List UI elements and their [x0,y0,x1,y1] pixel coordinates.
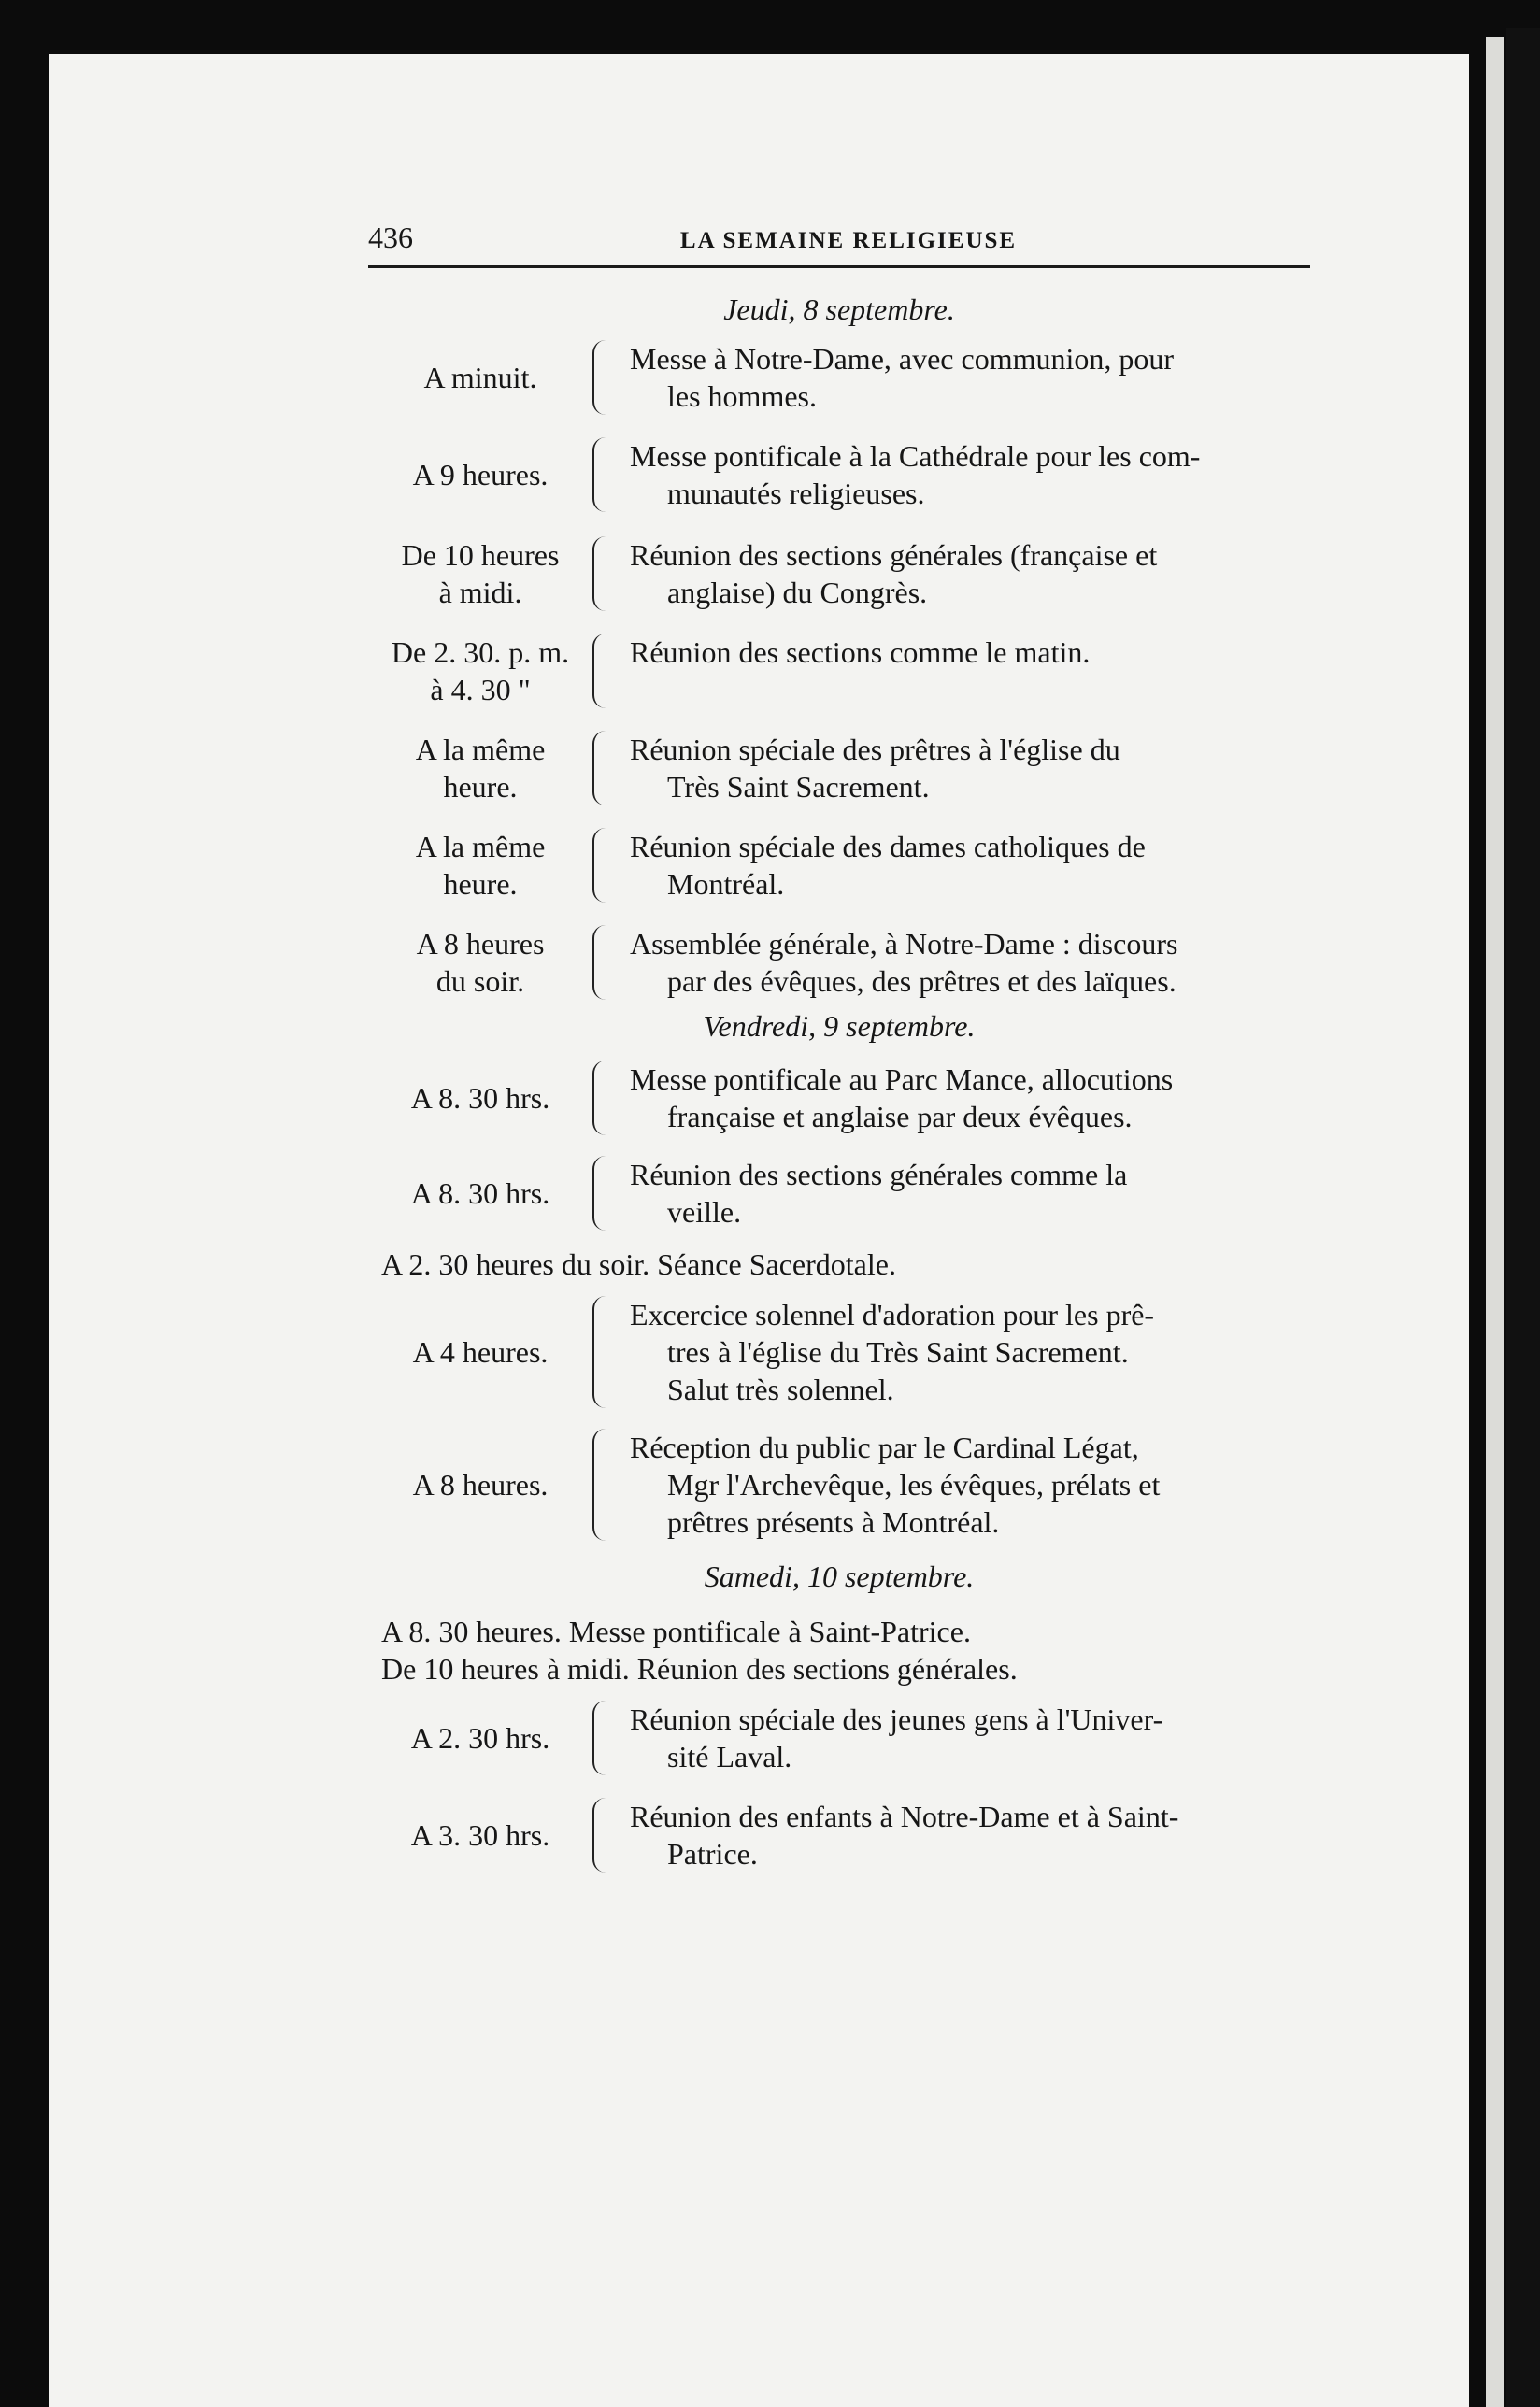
entry-time: A minuit. [423,361,537,394]
schedule-entry [368,437,1310,512]
schedule-entry [368,731,1310,805]
schedule-entry [368,925,1310,1000]
entry-time: A la même heure. [415,830,546,901]
entry-description: Réception du public par le Cardinal Légat, Mgr l'Archevêque, les évêques, prélats et prêtres présents à Montréal. [630,1431,1161,1539]
entry-time: A 8 heures du soir. [416,927,545,998]
entry-description: Réunion spéciale des prêtres à l'église du Très Saint Sacrement. [630,733,1120,804]
entry-time: A 3. 30 hrs. [410,1818,550,1852]
page-content [368,221,1310,1873]
schedule-entry [368,1798,1310,1873]
brace [592,731,619,805]
entry-description: Réunion des sections générales (française et anglaise) du Congrès. [630,538,1158,609]
schedule-entry [368,536,1310,611]
entry-description: Réunion spéciale des dames catholiques de Montréal. [630,830,1146,901]
page-header [368,221,1310,268]
brace [592,634,619,708]
brace [592,437,619,512]
entry-description: Réunion des sections générales comme la veille. [630,1158,1128,1229]
day-heading: Samedi, 10 septembre. [704,1560,975,1593]
entry-time: De 10 heures à midi. [401,538,560,609]
entry-time: A la même heure. [415,733,546,804]
schedule-entry [368,1701,1310,1775]
scan-border [1506,28,1540,2407]
schedule-entry [368,1061,1310,1135]
entry-time: A 8. 30 hrs. [410,1081,550,1115]
entry-description: Messe pontificale au Parc Mance, allocutions française et anglaise par deux évêques. [630,1062,1174,1133]
entry-description: Réunion spéciale des jeunes gens à l'Univer- sité Laval. [630,1702,1163,1773]
entry-description: Réunion des sections comme le matin. [630,635,1091,669]
brace [592,1061,619,1135]
entry-description: Excercice solennel d'adoration pour les prê- tres à l'église du Très Saint Sacrement. Salut très solennel. [630,1298,1155,1406]
entry-description: Messe à Notre-Dame, avec communion, pour les hommes. [630,342,1175,413]
schedule-entry [368,340,1310,415]
brace [592,1296,619,1408]
schedule-line: A 2. 30 heures du soir. Séance Sacerdotale. [381,1247,896,1281]
entry-time: A 8. 30 hrs. [410,1176,550,1210]
page-number: 436 [368,221,413,254]
entry-time: A 8 heures. [412,1468,549,1502]
entry-time: De 2. 30. p. m. à 4. 30 " [391,635,570,706]
brace [592,1798,619,1873]
brace [592,340,619,415]
schedule-entry [368,828,1310,903]
schedule-line: De 10 heures à midi. Réunion des sections générales. [381,1652,1018,1686]
entry-description: Assemblée générale, à Notre-Dame : discours par des évêques, des prêtres et des laïques. [630,927,1178,998]
day-heading: Vendredi, 9 septembre. [703,1009,976,1043]
entry-time: A 9 heures. [412,458,549,491]
running-title: LA SEMAINE RELIGIEUSE [679,228,1018,253]
entry-description: Réunion des enfants à Notre-Dame et à Saint- Patrice. [630,1800,1179,1871]
day-heading: Jeudi, 8 septembre. [723,292,955,326]
brace [592,925,619,1000]
schedule-entry [368,1296,1310,1408]
schedule-entry [368,1429,1310,1541]
brace [592,1429,619,1541]
brace [592,828,619,903]
entry-time: A 4 heures. [412,1335,549,1369]
schedule-entry [368,634,1310,708]
brace [592,536,619,611]
schedule-line: A 8. 30 heures. Messe pontificale à Saint-Patrice. [381,1615,971,1648]
schedule-entry [368,1156,1310,1231]
entry-description: Messe pontificale à la Cathédrale pour les com- munautés religieuses. [630,439,1201,510]
brace [592,1701,619,1775]
entry-time: A 2. 30 hrs. [410,1721,550,1755]
adjacent-page-edge [1486,37,1504,2407]
brace [592,1156,619,1231]
